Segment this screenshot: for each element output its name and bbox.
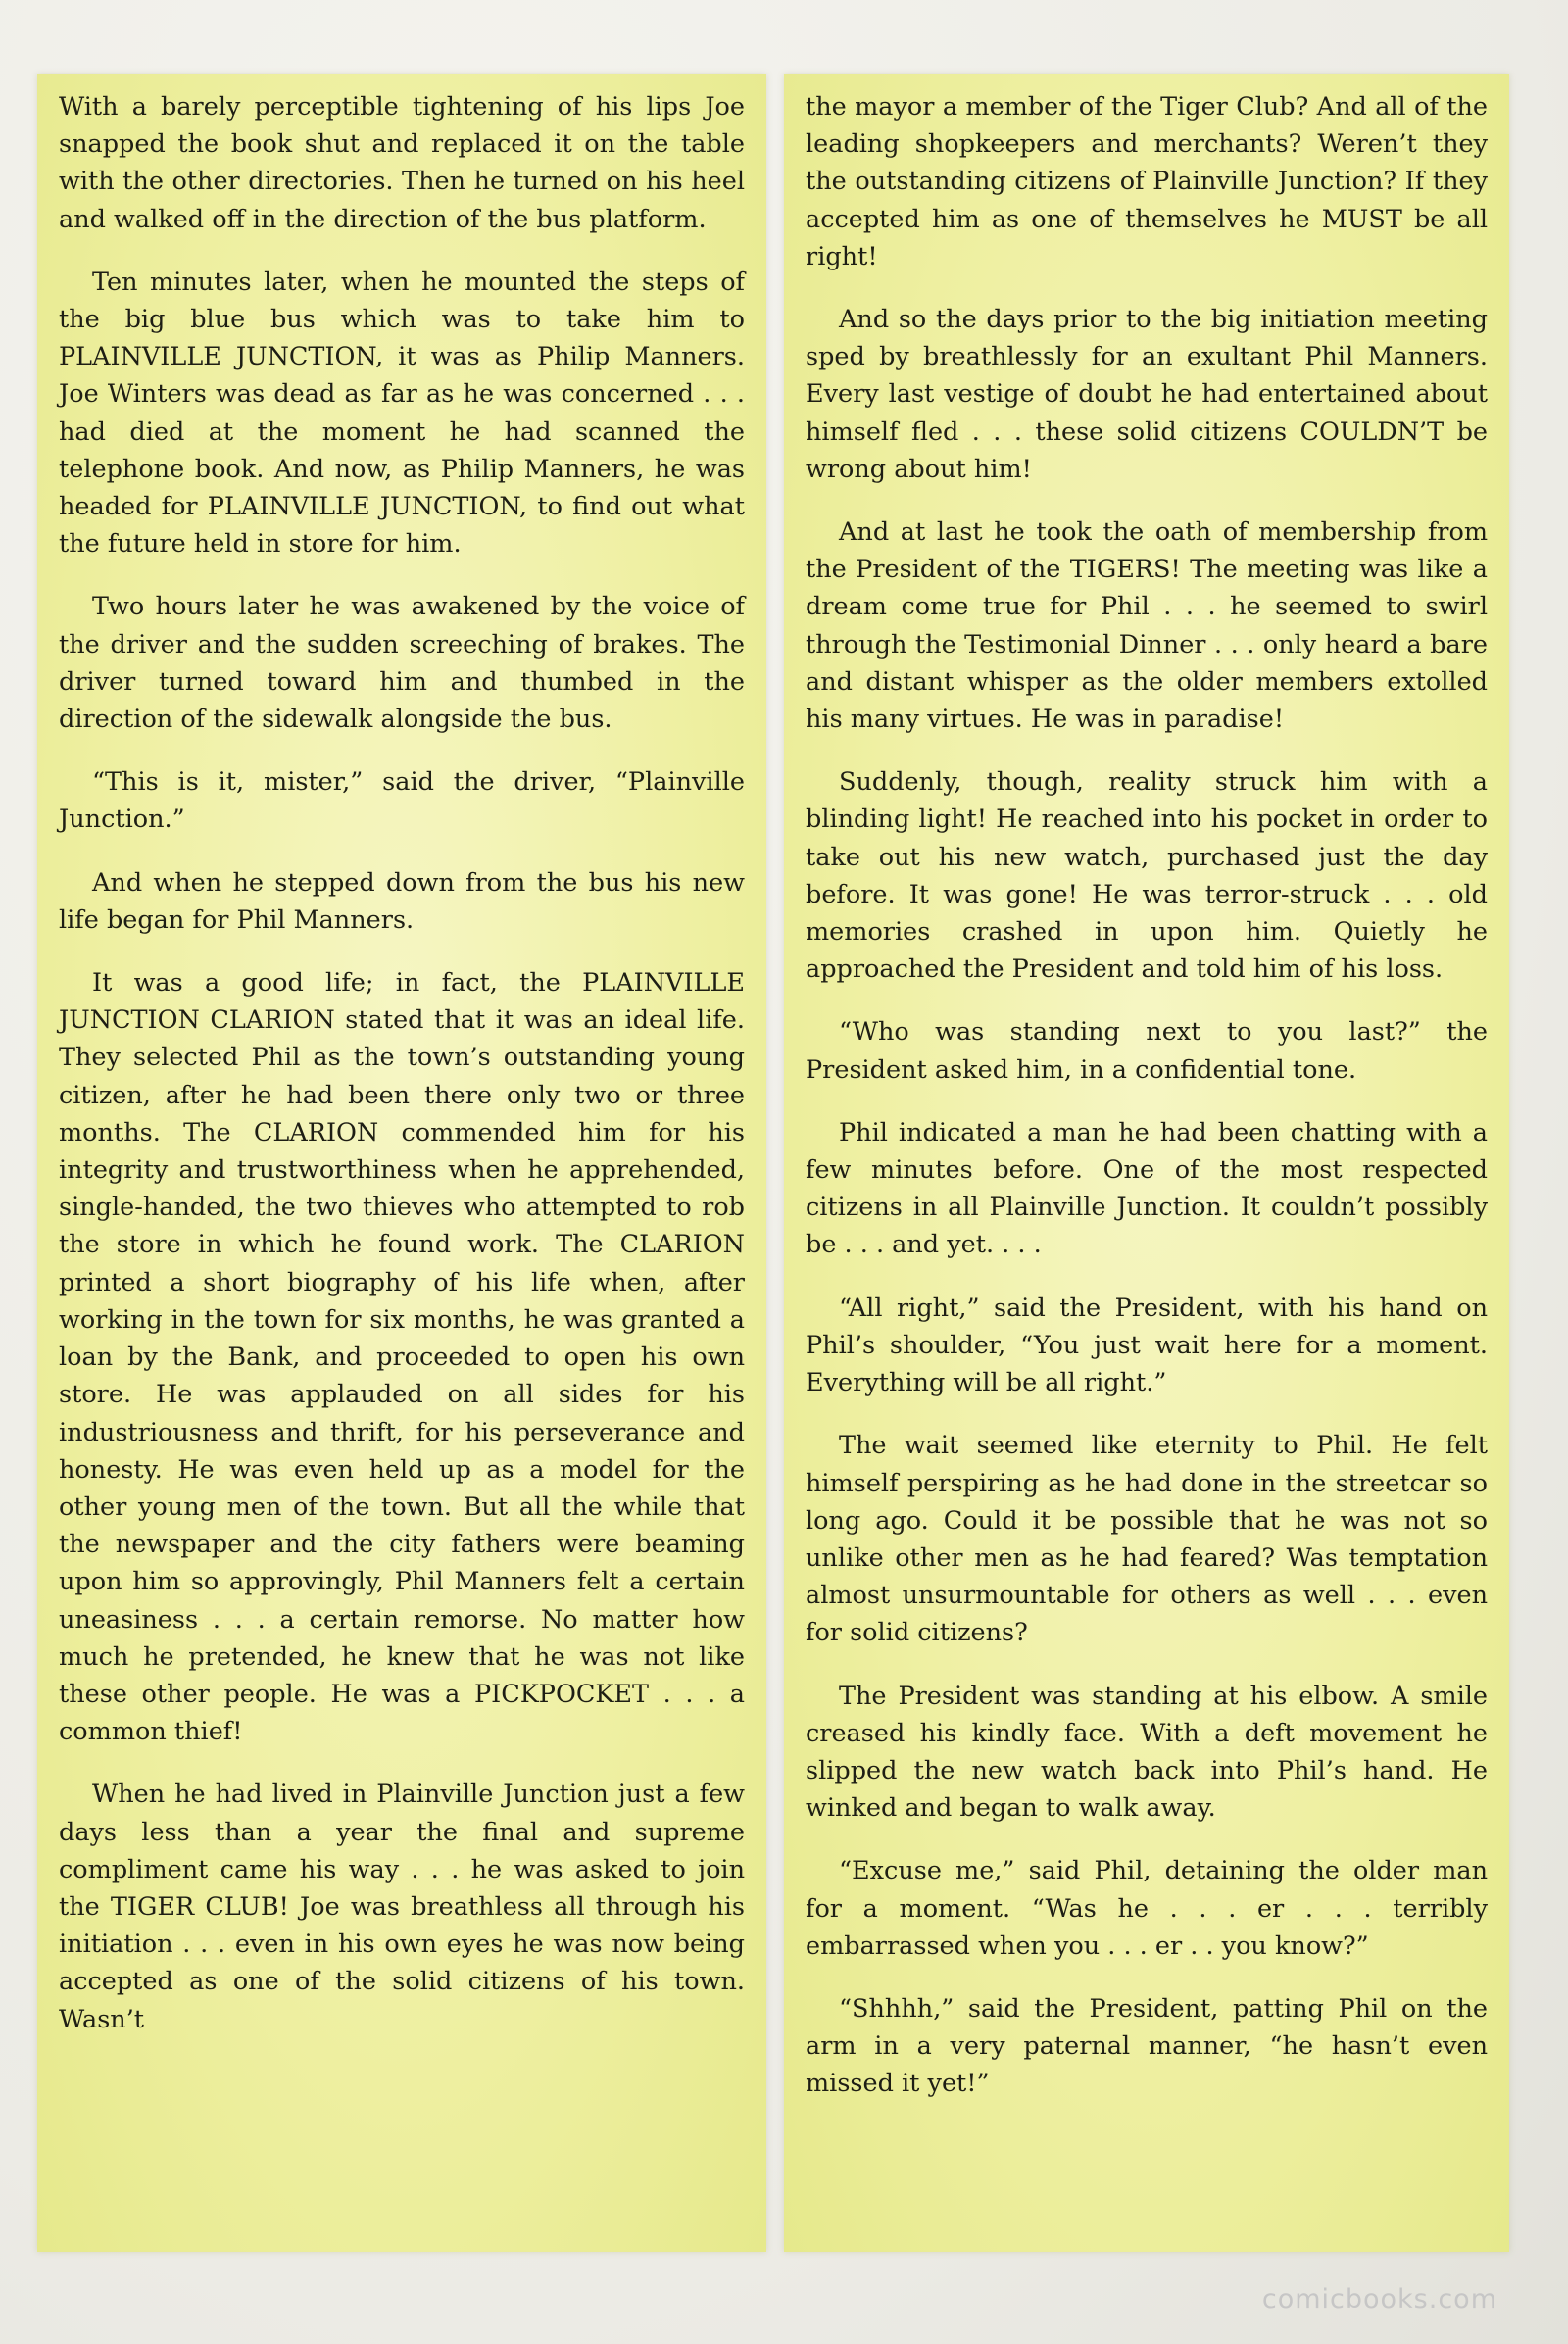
paragraph: It was a good life; in fact, the PLAINVILLE JUNCTION CLARION stated that it was an ideal life. They selected Phil as the town’s outstanding young citizen, after he had been there only two or three months. The CLARION commended him for his integrity and trustworthiness when he apprehended, single-handed, the two thieves who attempted to rob the store in which he found work. The CLARION printed a short biography of his life when, after working in the town for six months, he was granted a loan by the Bank, and proceeded to open his own store. He was applauded on all sides for his industriousness and thrift, for his perseverance and honesty. He was even held up as a model for the other young men of the town. But all the while that the newspaper and the city fathers were beaming upon him so approvingly, Phil Manners felt a certain uneasiness . . . a certain remorse. No matter how much he pretended, he knew that he was not like these other people. He was a PICKPOCKET . . . a common thief!: [59, 968, 745, 1747]
paragraph: The President was standing at his elbow. A smile creased his kindly face. With a deft movement he slipped the new watch back into Phil’s hand. He winked and began to walk away.: [806, 1681, 1488, 1824]
paragraph: “Excuse me,” said Phil, detaining the older man for a moment. “Was he . . . er . . . terribly embarrassed when you . . . er . . you know?”: [806, 1856, 1488, 1961]
right-text-column: [784, 74, 1509, 2252]
site-watermark: comicbooks.com: [1261, 2284, 1497, 2315]
paragraph: Ten minutes later, when he mounted the steps of the big blue bus which was to take him to PLAINVILLE JUNCTION, it was as Philip Manners. Joe Winters was dead as far as he was concerned . . . had died at the moment he had scanned the telephone book. And now, as Philip Manners, he was headed for PLAINVILLE JUNCTION, to find out what the future held in store for him.: [59, 267, 745, 560]
left-text-column: [37, 74, 766, 2252]
paragraph: the mayor a member of the Tiger Club? And all of the leading shopkeepers and merchants? Weren’t they the outstanding citizens of Plainville Junction? If they accepted him as one of themselves he MUST be all right!: [806, 92, 1488, 271]
paragraph: And when he stepped down from the bus his new life began for Phil Manners.: [59, 867, 745, 935]
paragraph: Suddenly, though, reality struck him with a blinding light! He reached into his pocket in order to take out his new watch, purchased just the day before. It was gone! He was terror-struck . . . old memories crashed in upon him. Quietly he approached the President and told him of his loss.: [806, 767, 1488, 985]
paragraph: When he had lived in Plainville Junction just a few days less than a year the final and supreme compliment came his way . . . he was asked to join the TIGER CLUB! Joe was breathless all through his initiation . . . even in his own eyes he was now being accepted as one of the solid citizens of his town. Wasn’t: [59, 1780, 745, 2034]
paragraph: “Shhhh,” said the President, patting Phil on the arm in a very paternal manner, “he hasn’t even missed it yet!”: [806, 1993, 1488, 2099]
paragraph: And so the days prior to the big initiation meeting sped by breathlessly for an exultant Phil Manners. Every last vestige of doubt he had entertained about himself fled . . . these solid citizens COULDN’T be wrong about him!: [806, 305, 1488, 484]
paragraph: Phil indicated a man he had been chatting with a few minutes before. One of the most respected citizens in all Plainville Junction. It couldn’t possibly be . . . and yet. . . .: [806, 1117, 1488, 1260]
paragraph: With a barely perceptible tightening of his lips Joe snapped the book shut and replaced it on the table with the other directories. Then he turned on his heel and walked off in the direction of the bus platform.: [59, 92, 745, 234]
paragraph: “Who was standing next to you last?” the President asked him, in a confidential tone.: [806, 1017, 1488, 1085]
paragraph: “All right,” said the President, with his hand on Phil’s shoulder, “You just wait here for a moment. Everything will be all right.”: [806, 1293, 1488, 1398]
paragraph: The wait seemed like eternity to Phil. He felt himself perspiring as he had done in the streetcar so long ago. Could it be possible that he was not so unlike other men as he had feared? Was temptation almost unsurmountable for others as well . . . even for solid citizens?: [806, 1431, 1488, 1648]
paragraph: And at last he took the oath of membership from the President of the TIGERS! The meeting was like a dream come true for Phil . . . he seemed to swirl through the Testimonial Dinner . . . only heard a bare and distant whisper as the older members extolled his many virtues. He was in paradise!: [806, 517, 1488, 735]
paragraph: Two hours later he was awakened by the voice of the driver and the sudden screeching of brakes. The driver turned toward him and thumbed in the direction of the sidewalk alongside the bus.: [59, 592, 745, 735]
paragraph: “This is it, mister,” said the driver, “Plainville Junction.”: [59, 767, 745, 835]
